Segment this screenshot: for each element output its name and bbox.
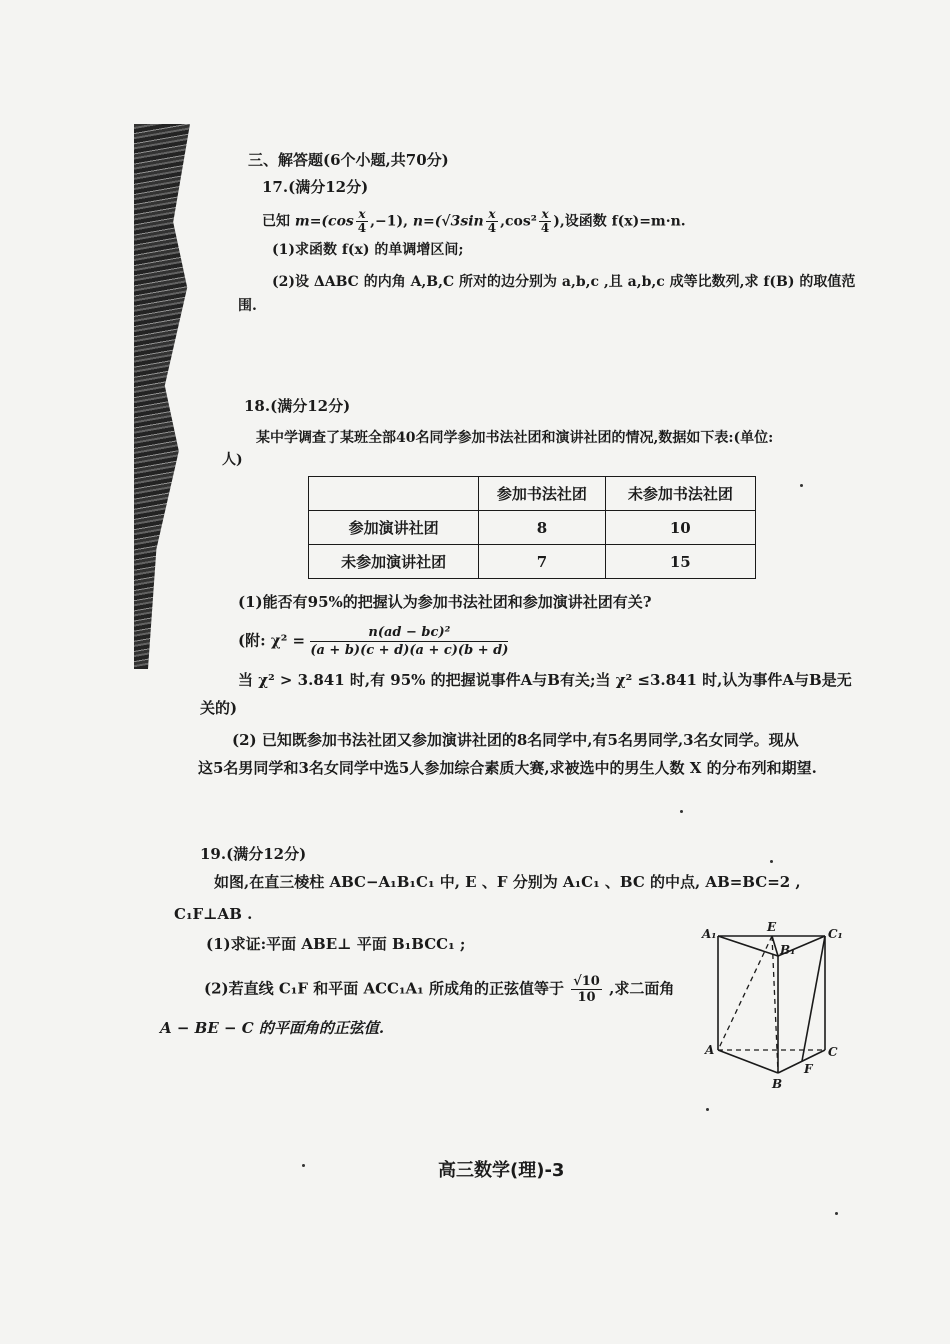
table-header-cell: 参加书法社团 bbox=[479, 477, 605, 511]
label-f: F bbox=[804, 1062, 813, 1076]
segment-eb-hidden bbox=[772, 936, 778, 1073]
q17-n-fraction-2: $\frac{x}{4}$ bbox=[540, 207, 550, 235]
q18-header: 18.(满分12分) bbox=[244, 397, 351, 415]
q17-m-vector: m=(cos bbox=[294, 213, 354, 230]
scan-speck bbox=[680, 810, 683, 813]
q19-part2-suffix: ,求二面角 bbox=[609, 979, 675, 998]
table-cell: 7 bbox=[479, 545, 605, 579]
q17-m-rest: ,−1), bbox=[370, 213, 408, 230]
q17-part2-line1: (2)设 ΔABC 的内角 A,B,C 所对的边分别为 a,b,c ,且 a,b,c 成等比数列,求 f(B) 的取值范 bbox=[272, 274, 856, 290]
q18-intro-line2: 人) bbox=[222, 452, 243, 468]
label-e: E bbox=[767, 920, 777, 934]
q19-part2 bbox=[204, 974, 674, 1005]
q18-formula-denominator: (a + b)(c + d)(a + c)(b + d) bbox=[310, 643, 509, 658]
q19-line2: C₁F⊥AB . bbox=[174, 905, 253, 923]
segment-c1f bbox=[802, 936, 825, 1061]
scan-edge-shadow bbox=[134, 124, 190, 669]
q17-header: 17.(满分12分) bbox=[262, 178, 369, 196]
scan-speck bbox=[770, 860, 773, 863]
q18-chi-square-formula bbox=[238, 624, 508, 659]
scan-speck bbox=[835, 1212, 838, 1215]
scan-speck bbox=[706, 1108, 709, 1111]
table-header-cell: 未参加书法社团 bbox=[605, 477, 755, 511]
edge-ab bbox=[718, 1050, 778, 1073]
table-row-label: 未参加演讲社团 bbox=[309, 545, 479, 579]
page-footer: 高三数学(理)-3 bbox=[438, 1160, 565, 1181]
scan-speck bbox=[800, 484, 803, 487]
label-b1: B₁ bbox=[780, 943, 796, 957]
table-header-cell bbox=[309, 477, 479, 511]
q19-line1: 如图,在直三棱柱 ABC−A₁B₁C₁ 中, E 、F 分别为 A₁C₁ 、BC 的中点, AB=BC=2 , bbox=[214, 873, 801, 891]
q18-data-table bbox=[308, 476, 756, 579]
q18-formula-prefix: (附: χ² = bbox=[238, 631, 306, 650]
q17-part1: (1)求函数 f(x) 的单调增区间; bbox=[272, 242, 464, 258]
section-title: 三、解答题(6个小题,共70分) bbox=[248, 151, 449, 169]
q17-n-vector: n=(√3sin bbox=[412, 213, 484, 230]
table-cell: 8 bbox=[479, 511, 605, 545]
q17-part2-line2: 围. bbox=[238, 298, 257, 314]
q17-n-fraction: $\frac{x}{4}$ bbox=[487, 207, 497, 235]
table-row bbox=[309, 545, 756, 579]
segment-ea-hidden bbox=[718, 936, 772, 1050]
q18-note-line1: 当 χ² > 3.841 时,有 95% 的把握说事件A与B有关;当 χ² ≤3.841 时,认为事件A与B是无 bbox=[238, 671, 852, 689]
q17-given bbox=[262, 208, 686, 235]
q17-m-fraction: $\frac{x}{4}$ bbox=[357, 207, 367, 235]
q18-part2-line1: (2) 已知既参加书法社团又参加演讲社团的8名同学中,有5名男同学,3名女同学。现从 bbox=[232, 731, 799, 749]
scan-speck bbox=[302, 1164, 305, 1167]
q17-given-prefix: 已知 bbox=[262, 213, 290, 230]
table-header-row bbox=[309, 477, 756, 511]
label-a: A bbox=[705, 1043, 715, 1057]
q17-n-mid: ,cos² bbox=[500, 213, 537, 230]
table-cell: 10 bbox=[605, 511, 755, 545]
edge-a1b1 bbox=[718, 936, 778, 956]
q18-formula-numerator: n(ad − bc)² bbox=[310, 624, 508, 642]
q18-intro-line1: 某中学调查了某班全部40名同学参加书法社团和演讲社团的情况,数据如下表:(单位: bbox=[256, 430, 774, 446]
q18-formula-fraction bbox=[310, 624, 508, 659]
q19-part2-prefix: (2)若直线 C₁F 和平面 ACC₁A₁ 所成角的正弦值等于 bbox=[204, 979, 564, 998]
label-c: C bbox=[828, 1045, 838, 1059]
q18-part2-line2: 这5名男同学和3名女同学中选5人参加综合素质大赛,求被选中的男生人数 X 的分布列和期望. bbox=[198, 759, 817, 777]
q17-n-rest: ),设函数 f(x)=m·n. bbox=[553, 213, 686, 230]
label-a1: A₁ bbox=[702, 927, 717, 941]
edge-bc bbox=[778, 1050, 825, 1073]
q19-part2-line2: A − BE − C 的平面角的正弦值. bbox=[160, 1019, 385, 1037]
q18-note-line2: 关的) bbox=[200, 699, 238, 717]
table-cell: 15 bbox=[605, 545, 755, 579]
q18-part1: (1)能否有95%的把握认为参加书法社团和参加演讲社团有关? bbox=[238, 593, 652, 611]
label-c1: C₁ bbox=[828, 927, 843, 941]
prism-figure bbox=[700, 918, 850, 1098]
q19-part1: (1)求证:平面 ABE⊥ 平面 B₁BCC₁ ; bbox=[206, 935, 466, 953]
table-row-label: 参加演讲社团 bbox=[309, 511, 479, 545]
label-b: B bbox=[772, 1077, 783, 1091]
q19-part2-fraction: $\frac{√10}{10}$ bbox=[573, 974, 600, 1005]
q19-header: 19.(满分12分) bbox=[200, 845, 307, 863]
table-row bbox=[309, 511, 756, 545]
